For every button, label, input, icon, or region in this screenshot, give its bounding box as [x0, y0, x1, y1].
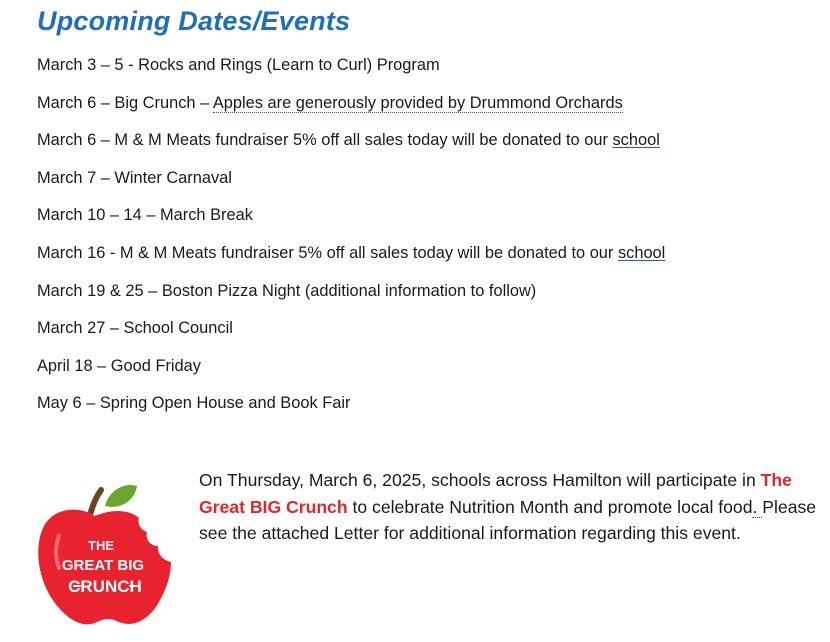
blurb-gap: .	[752, 496, 763, 517]
blurb-text: to celebrate Nutrition Month and promote local food	[347, 496, 753, 517]
school-link[interactable]: school	[612, 131, 660, 150]
school-link[interactable]: school	[617, 243, 666, 262]
great-big-crunch-logo	[25, 476, 185, 636]
page-heading: Upcoming Dates/Events	[37, 6, 351, 36]
crunch-highlight: The Great BIG Crunch	[199, 470, 792, 517]
event-item	[37, 390, 665, 428]
event-text: March 6 – M & M Meats fundraiser 5% off all sales today will be donated to our	[37, 131, 613, 150]
event-item	[37, 127, 665, 165]
blurb-text: On Thursday, March 6, 2025, schools across Hamilton will participate in	[199, 470, 761, 490]
event-item	[37, 52, 665, 90]
blurb-text: Please see the attached Letter for additional information regarding this event.	[199, 496, 817, 543]
events-list	[37, 52, 665, 428]
logo-text-the: THE	[88, 538, 114, 553]
event-text: March 27 – School Council	[37, 319, 233, 338]
event-text: March 16 - M & M Meats fundraiser 5% off all sales today will be donated to our	[37, 243, 618, 262]
event-item	[37, 278, 665, 316]
event-text: April 18 – Good Friday	[37, 356, 201, 375]
event-text: March 10 – 14 – March Break	[37, 206, 253, 225]
event-text: March 6 – Big Crunch –	[37, 93, 213, 112]
event-item	[37, 240, 665, 278]
event-text: March 3 – 5 - Rocks and Rings (Learn to Curl) Program	[37, 56, 440, 74]
event-item	[37, 90, 665, 128]
event-item	[37, 202, 665, 240]
logo-text-crunch: CRUNCH	[68, 577, 142, 596]
crunch-description	[199, 467, 824, 547]
apple-icon	[25, 476, 185, 636]
event-text: March 19 & 25 – Boston Pizza Night (additional information to follow)	[37, 281, 537, 300]
event-text: March 7 – Winter Carnaval	[37, 168, 232, 187]
logo-text-great-big: GREAT BIG	[61, 557, 145, 574]
event-note: Apples are generously provided by Drummond Orchards	[212, 93, 623, 112]
event-item	[37, 353, 665, 391]
event-item	[37, 165, 665, 203]
event-item	[37, 315, 665, 353]
event-text: May 6 – Spring Open House and Book Fair	[37, 394, 351, 413]
